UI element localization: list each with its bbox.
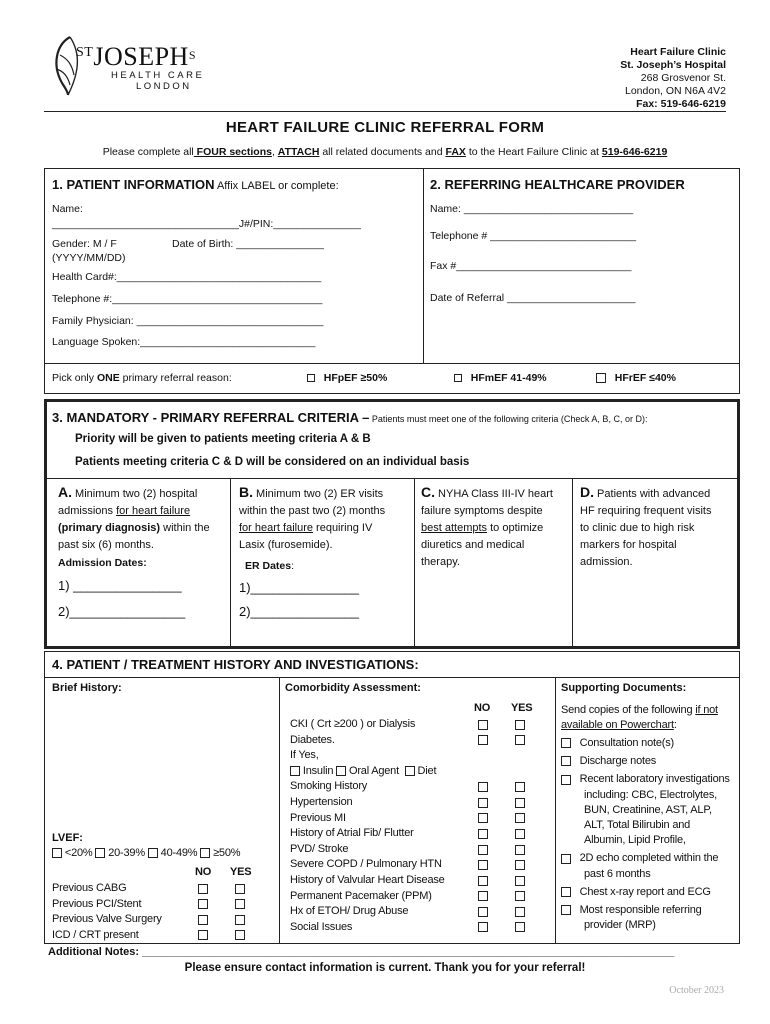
form-title: HEART FAILURE CLINIC REFERRAL FORM	[225, 119, 545, 136]
reason-label: Pick only ONE primary referral reason:	[52, 372, 232, 384]
criteria-top-rule	[47, 478, 737, 479]
criteria-d[interactable]: D. Patients with advanced HF requiring frequent visits to clinic due to high risk markers for hospital admission.	[580, 484, 712, 568]
clinic-address	[620, 46, 726, 111]
dob-format: (YYYY/MM/DD)	[52, 252, 126, 264]
header-divider	[44, 111, 726, 112]
checkbox-icon[interactable]	[336, 766, 346, 776]
prev-no-checks[interactable]	[198, 881, 208, 943]
checkbox-icon[interactable]	[561, 775, 571, 785]
checkbox-icon[interactable]	[515, 813, 525, 823]
diabetes-options[interactable]: Insulin Oral Agent Diet	[290, 764, 445, 780]
checkbox-icon[interactable]	[478, 813, 488, 823]
section3-heading: 3. MANDATORY - PRIMARY REFERRAL CRITERIA – Patients must meet one of the following criteria (Check A, B, C, or D):	[52, 410, 648, 425]
checkbox-icon[interactable]	[515, 782, 525, 792]
checkbox-icon[interactable]	[198, 884, 208, 894]
reason-divider	[44, 363, 740, 364]
checkbox-icon[interactable]	[478, 922, 488, 932]
checkbox-icon[interactable]	[200, 848, 210, 858]
comorb-yes-checks[interactable]	[515, 717, 525, 935]
provider-fax-field[interactable]: Fax #______________________________	[430, 260, 632, 272]
reason-hfref[interactable]: HFrEF ≤40%	[596, 372, 676, 384]
clinic-line2: St. Joseph’s Hospital	[620, 59, 726, 71]
checkbox-icon[interactable]	[596, 373, 606, 383]
reason-hfpef[interactable]: HFpEF ≥50%	[307, 372, 387, 384]
checkbox-icon[interactable]	[515, 829, 525, 839]
er-dates-label: ER Dates:	[245, 560, 295, 572]
referral-date-field[interactable]: Date of Referral ______________________	[430, 292, 636, 304]
clinic-line3: 268 Grosvenor St.	[640, 72, 726, 84]
checkbox-icon[interactable]	[561, 905, 571, 915]
checkbox-icon[interactable]	[307, 374, 315, 382]
section4-divider-1	[279, 677, 280, 944]
logo-line3: LONDON	[136, 81, 192, 92]
checkbox-icon[interactable]	[405, 766, 415, 776]
checkbox-icon[interactable]	[515, 907, 525, 917]
checkbox-icon[interactable]	[561, 887, 571, 897]
supporting-docs-list[interactable]: Consultation note(s) Discharge notes Recent laboratory investigations including: CBC, Electrolytes, BUN, Creatinine, AST, ALP, ALT, Total Bilirubin and Albumin, Lipid Profile, 2D echo completed within the past 6 months Chest x-ray report and ECG Most responsible referring provider (MRP)	[561, 736, 737, 933]
patient-name-label: Name:	[52, 203, 83, 215]
reason-hfmef[interactable]: HFmEF 41-49%	[454, 372, 547, 384]
comorb-no-header: NO	[474, 702, 491, 714]
clinic-line1: Heart Failure Clinic	[630, 46, 726, 58]
checkbox-icon[interactable]	[198, 930, 208, 940]
checkbox-icon[interactable]	[198, 899, 208, 909]
checkbox-icon[interactable]	[478, 907, 488, 917]
checkbox-icon[interactable]	[198, 915, 208, 925]
language-field[interactable]: Language Spoken:______________________________	[52, 336, 316, 348]
logo-name: $^{ST}JOSEPH^S$	[76, 42, 197, 71]
clinic-fax: Fax: 519-646-6219	[636, 98, 726, 110]
checkbox-icon[interactable]	[478, 829, 488, 839]
brief-history-label: Brief History:	[52, 682, 122, 694]
checkbox-icon[interactable]	[235, 915, 245, 925]
checkbox-icon[interactable]	[515, 860, 525, 870]
er-date-1[interactable]: 1)_______________	[239, 580, 360, 595]
section1-heading: 1. PATIENT INFORMATION Affix LABEL or complete:	[52, 177, 339, 192]
checkbox-icon[interactable]	[235, 899, 245, 909]
criteria-divider-ab	[230, 478, 231, 646]
criteria-divider-cd	[572, 478, 573, 646]
checkbox-icon[interactable]	[478, 735, 488, 745]
patient-name-field[interactable]: ________________________________J#/PIN:_______________	[52, 218, 361, 230]
checkbox-icon[interactable]	[478, 798, 488, 808]
supporting-docs-intro: Send copies of the following if not available on Powerchart:	[561, 704, 718, 731]
checkbox-icon[interactable]	[515, 876, 525, 886]
provider-telephone-field[interactable]: Telephone # _________________________	[430, 230, 637, 242]
section4-divider-2	[555, 677, 556, 944]
admission-date-2[interactable]: 2)________________	[58, 604, 186, 619]
thank-you-note: Please ensure contact information is current. Thank you for your referral!	[184, 962, 586, 974]
checkbox-icon[interactable]	[478, 845, 488, 855]
section2-heading: 2. REFERRING HEALTHCARE PROVIDER	[430, 177, 685, 192]
checkbox-icon[interactable]	[515, 720, 525, 730]
admission-date-1[interactable]: 1) _______________	[58, 578, 182, 593]
comorb-yes-header: YES	[511, 702, 533, 714]
brief-history-field[interactable]	[52, 697, 274, 825]
checkbox-icon[interactable]	[561, 756, 571, 766]
prev-items: Previous CABG Previous PCI/Stent Previous Valve Surgery ICD / CRT present	[52, 882, 162, 941]
form-date: October 2023	[669, 985, 724, 996]
checkbox-icon[interactable]	[515, 891, 525, 901]
checkbox-icon[interactable]	[515, 922, 525, 932]
checkbox-icon[interactable]	[515, 798, 525, 808]
checkbox-icon[interactable]	[454, 374, 462, 382]
checkbox-icon[interactable]	[478, 720, 488, 730]
checkbox-icon[interactable]	[290, 766, 300, 776]
family-physician-field[interactable]: Family Physician: ________________________________	[52, 315, 324, 327]
comorb-no-checks[interactable]	[478, 717, 488, 935]
checkbox-icon[interactable]	[52, 848, 62, 858]
criteria-c[interactable]: C. NYHA Class III-IV heart failure symptoms despite best attempts to optimize diuretics and medical therapy.	[421, 484, 553, 568]
prev-no-header: NO	[195, 866, 212, 878]
criteria-divider-bc	[414, 478, 415, 646]
clinic-line4: London, ON N6A 4V2	[625, 85, 726, 97]
prev-yes-checks[interactable]	[235, 881, 245, 943]
checkbox-icon[interactable]	[515, 735, 525, 745]
checkbox-icon[interactable]	[148, 848, 158, 858]
lvef-options[interactable]: <20% 20-39% 40-49% ≥50%	[52, 847, 240, 859]
checkbox-icon[interactable]	[561, 854, 571, 864]
supporting-docs-label: Supporting Documents:	[561, 682, 687, 694]
er-date-2[interactable]: 2)_______________	[239, 604, 360, 619]
comorb-items: CKI ( Crt ≥200 ) or Dialysis Diabetes. If Yes, Insulin Oral Agent Diet Smoking History Hypertension Previous MI History of Atrial Fib/ Flutter PVD/ Stroke Severe COPD / Pulmonary HTN History of Valvular Heart Disease Permanent Pacemaker (PPM) Hx of ETOH/ Drug Abuse Social Issues	[290, 718, 445, 933]
criteria-a[interactable]: A. Minimum two (2) hospital admissions for heart failure (primary diagnosis) within the past six (6) months.	[58, 484, 210, 551]
checkbox-icon[interactable]	[478, 782, 488, 792]
provider-name-field[interactable]: Name: _____________________________	[430, 203, 634, 215]
criteria-b[interactable]: B. Minimum two (2) ER visits within the past two (2) months for heart failure requiring IV Lasix (furosemide).	[239, 484, 386, 551]
individual-note: Patients meeting criteria C & D will be considered on an individual basis	[75, 456, 470, 468]
priority-note: Priority will be given to patients meeting criteria A & B	[75, 433, 371, 445]
comorbidity-label: Comorbidity Assessment:	[285, 682, 421, 694]
admission-dates-label: Admission Dates:	[58, 557, 147, 569]
checkbox-icon[interactable]	[478, 876, 488, 886]
patient-telephone-field[interactable]: Telephone #:____________________________________	[52, 293, 323, 305]
checkbox-icon[interactable]	[235, 930, 245, 940]
checkbox-icon[interactable]	[515, 845, 525, 855]
instructions: Please complete all FOUR sections, ATTACH all related documents and FAX to the Heart Failure Clinic at 519-646-6219	[102, 146, 668, 158]
logo-line2: HEALTH CARE	[111, 70, 205, 81]
lvef-label: LVEF:	[52, 832, 83, 844]
gender-field[interactable]: Gender: M / F	[52, 238, 117, 250]
prev-yes-header: YES	[230, 866, 252, 878]
additional-notes-field[interactable]: Additional Notes: _______________________________________________________________________________________	[48, 946, 675, 958]
checkbox-icon[interactable]	[235, 884, 245, 894]
section4-heading: 4. PATIENT / TREATMENT HISTORY AND INVESTIGATIONS:	[52, 657, 419, 672]
dob-field[interactable]: Date of Birth: _______________	[172, 238, 324, 250]
section4-heading-rule	[44, 677, 740, 678]
checkbox-icon[interactable]	[561, 738, 571, 748]
checkbox-icon[interactable]	[478, 891, 488, 901]
checkbox-icon[interactable]	[95, 848, 105, 858]
section-1-2-divider	[423, 168, 424, 363]
health-card-field[interactable]: Health Card#:___________________________________	[52, 271, 322, 283]
checkbox-icon[interactable]	[478, 860, 488, 870]
